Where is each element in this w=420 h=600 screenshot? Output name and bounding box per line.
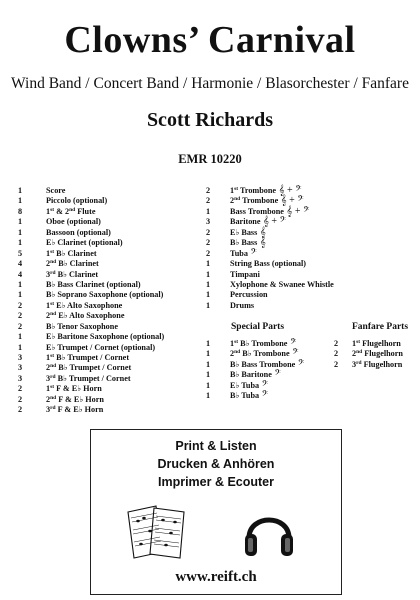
special-parts-heading: Special Parts [231, 322, 285, 332]
clef-icon: 𝄢 [259, 390, 269, 402]
special-part-row [206, 349, 331, 359]
part-row [206, 207, 416, 217]
part-row [18, 238, 211, 248]
part-quantity: 2 [18, 394, 23, 404]
clef-icon: 𝄢 [295, 358, 305, 370]
part-quantity: 2 [206, 196, 211, 206]
part-name: B♭ Soprano Saxophone (optional) [46, 290, 164, 300]
fanfare-part-row [334, 349, 418, 359]
clef-icon: 𝄞 + 𝄢 [276, 185, 302, 196]
parts-list-right [206, 186, 416, 311]
composer: Scott Richards [146, 109, 274, 131]
part-quantity: 1 [206, 279, 211, 289]
part-name: 2nd Flugelhorn [352, 349, 403, 359]
part-row [18, 395, 208, 405]
part-name: 1st B♭ Trombone 𝄢 [230, 338, 297, 349]
part-row [18, 322, 208, 332]
part-row [206, 249, 416, 259]
part-name: 3rd B♭ Clarinet [46, 269, 99, 279]
part-quantity: 3 [18, 363, 23, 373]
part-quantity: 4 [18, 259, 23, 269]
part-quantity: 5 [18, 248, 23, 258]
part-row [206, 196, 416, 206]
part-name: 1st B♭ Clarinet [46, 248, 97, 258]
part-row [18, 363, 208, 373]
part-row [206, 290, 416, 300]
part-row [18, 227, 211, 238]
part-name: 1st B♭ Trumpet / Cornet [46, 353, 130, 362]
part-name: 2nd B♭ Trombone 𝄢 [230, 348, 299, 360]
part-quantity: 2 [206, 248, 211, 258]
part-quantity: 1 [18, 332, 23, 342]
part-row [206, 228, 416, 238]
subtitle: Wind Band / Concert Band / Harmonie / Blasorchester / Fanfare [11, 75, 409, 92]
part-name: E♭ Baritone Saxophone (optional) [46, 332, 165, 342]
part-name: 1st Flugelhorn [352, 339, 401, 348]
part-name: B♭ Bass 𝄞 [230, 237, 266, 249]
clef-icon: 𝄢 [287, 338, 297, 349]
part-name: Percussion [230, 290, 268, 300]
part-quantity: 1 [206, 290, 211, 300]
parts-list-left [18, 186, 211, 416]
part-quantity: 1 [18, 186, 23, 195]
title: Clowns’ Carnival [64, 19, 356, 61]
part-quantity: 1 [18, 342, 23, 352]
catalog-number: EMR 10220 [178, 152, 242, 166]
part-quantity: 2 [18, 321, 23, 331]
special-part-row [206, 370, 331, 380]
clef-icon: 𝄞 + 𝄢 [278, 195, 304, 207]
part-row [18, 269, 211, 280]
part-row [18, 279, 211, 290]
part-quantity: 1 [206, 380, 211, 390]
part-row [206, 301, 416, 311]
part-name: Bass Trombone 𝄞 + 𝄢 [230, 205, 310, 217]
part-name: 1st E♭ Alto Saxophone [46, 300, 123, 310]
part-quantity: 1 [18, 217, 23, 227]
part-row [18, 290, 211, 300]
part-quantity: 1 [206, 349, 211, 359]
part-quantity: 1 [18, 290, 23, 300]
fanfare-part-row [334, 360, 418, 370]
part-quantity: 1 [206, 339, 211, 348]
part-quantity: 1 [206, 370, 211, 380]
part-row [18, 353, 208, 363]
part-quantity: 2 [206, 186, 211, 195]
part-quantity: 1 [206, 391, 211, 401]
fanfare-parts-list [334, 339, 418, 370]
part-quantity: 2 [18, 300, 23, 310]
part-name: Drums [230, 300, 255, 310]
promo-line-3: Imprimer & Ecouter [157, 475, 274, 489]
part-quantity: 3 [206, 217, 211, 227]
part-row [18, 405, 208, 415]
part-name: Bassoon (optional) [46, 227, 111, 237]
part-row [206, 259, 416, 269]
headphones-icon [239, 502, 299, 562]
part-quantity: 2 [18, 384, 23, 394]
fanfare-part-row [334, 339, 418, 349]
part-name: B♭ Tuba 𝄢 [230, 390, 269, 402]
website-link[interactable]: www.reift.ch [175, 569, 257, 585]
part-name: Piccolo (optional) [46, 196, 108, 206]
part-name: E♭ Trumpet / Cornet (optional) [46, 342, 156, 352]
part-row [18, 186, 211, 196]
promo-line-1: Print & Listen [175, 439, 257, 453]
clef-icon: 𝄞 [257, 226, 266, 238]
part-name: 3rd Flugelhorn [352, 359, 403, 369]
part-quantity: 1 [206, 269, 211, 279]
part-row [18, 384, 208, 394]
part-quantity: 1 [206, 300, 211, 310]
clef-icon: 𝄢 [259, 379, 269, 391]
part-name: B♭ Bass Clarinet (optional) [46, 279, 141, 289]
clef-icon: 𝄢 [289, 348, 299, 360]
promo-line-2: Drucken & Anhören [157, 457, 275, 471]
part-row [206, 217, 416, 227]
part-name: E♭ Bass 𝄞 [230, 226, 266, 238]
part-name: B♭ Baritone 𝄢 [230, 369, 281, 381]
part-name: Baritone 𝄞 + 𝄢 [230, 216, 286, 228]
part-quantity: 4 [18, 269, 23, 279]
part-row [18, 206, 211, 217]
part-quantity: 1 [18, 227, 23, 237]
part-quantity: 2 [334, 339, 339, 348]
part-name: 2nd B♭ Clarinet [46, 259, 99, 269]
part-name: B♭ Tenor Saxophone [46, 321, 118, 331]
part-quantity: 1 [18, 196, 23, 206]
part-row [206, 238, 416, 248]
part-name: 2nd Trombone 𝄞 + 𝄢 [230, 195, 304, 207]
clef-icon: 𝄢 [271, 369, 281, 381]
part-name: 3rd F & E♭ Horn [46, 405, 104, 415]
part-name: Tuba 𝄢 [230, 247, 257, 259]
part-quantity: 1 [206, 359, 211, 369]
special-part-row [206, 391, 331, 401]
part-row [18, 217, 211, 227]
part-quantity: 2 [206, 227, 211, 237]
part-name: 2nd B♭ Trumpet / Cornet [46, 363, 132, 373]
part-row [18, 248, 211, 259]
part-name: 1st Trombone 𝄞 + 𝄢 [230, 185, 302, 196]
clef-icon: 𝄞 + 𝄢 [283, 205, 310, 217]
part-name: B♭ Bass Trombone 𝄢 [230, 358, 305, 370]
part-quantity: 2 [334, 359, 339, 369]
clef-icon: 𝄢 [247, 247, 257, 259]
part-name: 1st F & E♭ Horn [46, 384, 102, 394]
part-name: String Bass (optional) [230, 259, 306, 269]
part-quantity: 2 [18, 405, 23, 415]
part-name: E♭ Clarinet (optional) [46, 238, 123, 248]
part-row [18, 332, 208, 342]
clef-icon: 𝄞 [257, 237, 266, 249]
part-name: Xylophone & Swanee Whistle [230, 279, 334, 289]
part-row [18, 259, 211, 269]
part-name: 1st & 2nd Flute [46, 206, 96, 216]
part-name: Timpani [230, 269, 260, 279]
part-row [18, 374, 208, 384]
part-name: 2nd E♭ Alto Saxophone [46, 311, 125, 321]
part-row [206, 270, 416, 280]
part-quantity: 2 [334, 349, 339, 359]
part-quantity: 8 [18, 206, 23, 216]
part-row [206, 186, 416, 196]
special-part-row [206, 360, 331, 370]
fanfare-parts-heading: Fanfare Parts [352, 322, 409, 332]
special-part-row [206, 381, 331, 391]
print-listen-banner[interactable] [90, 429, 342, 595]
part-quantity: 1 [206, 206, 211, 216]
part-quantity: 2 [206, 238, 211, 248]
part-name: Score [46, 186, 66, 195]
part-row [18, 300, 211, 311]
part-name: 2nd F & E♭ Horn [46, 394, 104, 404]
part-row [18, 196, 211, 206]
special-part-row [206, 339, 331, 349]
sheet-music-icon [122, 502, 194, 562]
part-quantity: 3 [18, 353, 23, 362]
part-row [18, 311, 208, 321]
clef-icon: 𝄞 + 𝄢 [260, 216, 286, 228]
part-name: E♭ Tuba 𝄢 [230, 379, 269, 391]
part-quantity: 1 [206, 259, 211, 269]
part-name: Oboe (optional) [46, 217, 101, 227]
part-row [206, 280, 416, 290]
part-quantity: 3 [18, 373, 23, 383]
part-quantity: 1 [18, 279, 23, 289]
part-quantity: 1 [18, 238, 23, 248]
part-row [18, 343, 208, 353]
part-name: 3rd B♭ Trumpet / Cornet [46, 373, 131, 383]
part-quantity: 2 [18, 311, 23, 321]
special-parts-list [206, 339, 331, 402]
